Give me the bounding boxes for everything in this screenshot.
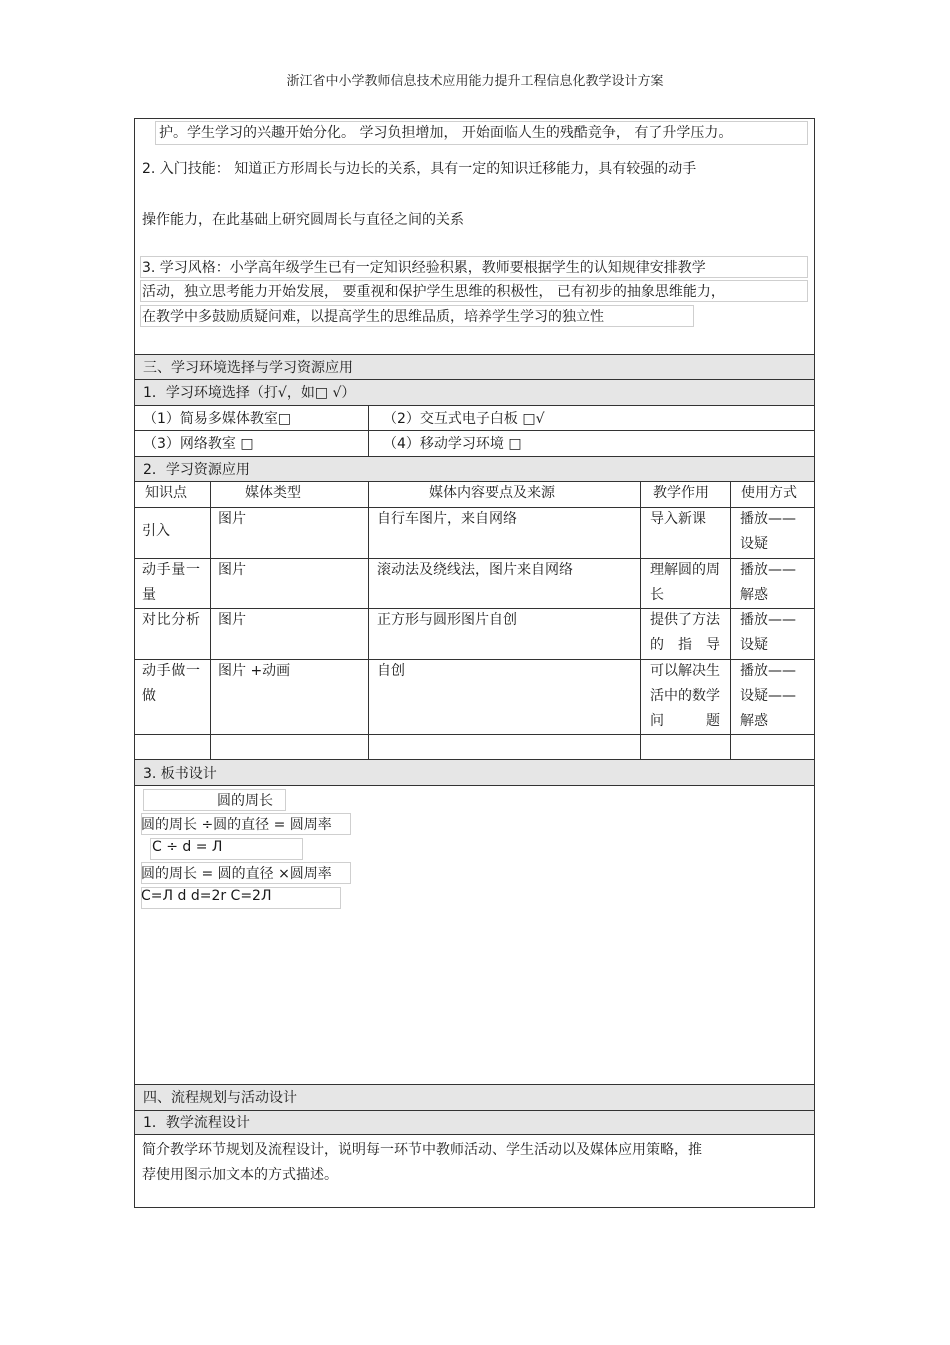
cell-media: 图片 bbox=[218, 612, 246, 628]
board-line-5: C=Л d d=2r C=2Л bbox=[141, 888, 272, 904]
board-line-1: 圆的周长 bbox=[217, 793, 273, 809]
cell-point: 对比分析 bbox=[142, 612, 200, 628]
resource-title: 2．学习资源应用 bbox=[143, 462, 250, 478]
divider bbox=[640, 481, 641, 759]
cell-point: 动手做一做 bbox=[142, 663, 200, 704]
cell-usage: 播放——设疑 bbox=[740, 511, 796, 552]
cell-usage: 播放——设疑——解惑 bbox=[740, 663, 796, 729]
board-line-4: 圆的周长 = 圆的直径 ×圆周率 bbox=[141, 866, 332, 882]
cell-media: 图片 bbox=[218, 562, 246, 578]
learning-style-text: 3. 学习风格：小学高年级学生已有一定知识经验积累，教师要根据学生的认知规律安排教学 bbox=[142, 260, 706, 276]
section-band bbox=[135, 760, 814, 785]
cell-role: 提供了方法的指导 bbox=[650, 612, 720, 653]
divider bbox=[135, 1110, 814, 1111]
cell-point: 动手量一量 bbox=[142, 562, 200, 603]
board-line-3: C ÷ d = Л bbox=[152, 839, 223, 855]
learning-style-text-2: 活动，独立思考能力开始发展， 要重视和保护学生思维的积极性， 已有初步的抽象思维能力， bbox=[142, 284, 725, 300]
cell-content: 滚动法及绕线法，图片来自网络 bbox=[377, 562, 573, 578]
section-4-title: 四、流程规划与活动设计 bbox=[143, 1090, 297, 1106]
board-line-2: 圆的周长 ÷圆的直径 = 圆周率 bbox=[141, 817, 332, 833]
environment-title: 1．学习环境选择（打√，如□ √） bbox=[143, 385, 356, 401]
cell-content: 自行车图片，来自网络 bbox=[377, 511, 517, 527]
env-option-4: （4）移动学习环境 □ bbox=[383, 436, 522, 452]
col-header-content: 媒体内容要点及来源 bbox=[429, 485, 555, 501]
divider bbox=[135, 405, 814, 406]
cell-role: 导入新课 bbox=[650, 511, 706, 527]
flow-desc-line-1: 简介教学环节规划及流程设计，说明每一环节中教师活动、学生活动以及媒体应用策略，推 bbox=[142, 1142, 702, 1158]
entry-skill-text: 2. 入门技能： 知道正方形周长与边长的关系，具有一定的知识迁移能力，具有较强的动手 bbox=[142, 161, 697, 177]
divider bbox=[135, 1084, 814, 1085]
col-header-usage: 使用方式 bbox=[741, 485, 797, 501]
entry-skill-text-cont: 操作能力，在此基础上研究圆周长与直径之间的关系 bbox=[142, 212, 464, 228]
cell-role: 理解圆的周长 bbox=[650, 562, 720, 603]
cell-role: 可以解决生活中的数学问题 bbox=[650, 663, 720, 729]
divider bbox=[135, 785, 814, 786]
divider bbox=[135, 379, 814, 380]
divider bbox=[210, 481, 211, 759]
cell-usage: 播放——设疑 bbox=[740, 612, 796, 653]
cell-media: 图片 bbox=[218, 511, 246, 527]
col-header-point: 知识点 bbox=[145, 485, 187, 501]
env-option-1: （1）简易多媒体教室□ bbox=[143, 411, 292, 427]
divider bbox=[135, 734, 814, 735]
learner-interest-text: 护。学生学习的兴趣开始分化。 学习负担增加， 开始面临人生的残酷竞争， 有了升学压力。 bbox=[159, 125, 733, 141]
env-option-3: （3）网络教室 □ bbox=[143, 436, 254, 452]
cell-media: 图片 +动画 bbox=[218, 663, 291, 679]
col-header-role: 教学作用 bbox=[653, 485, 709, 501]
cell-content: 正方形与圆形图片自创 bbox=[377, 612, 517, 628]
divider bbox=[135, 1134, 814, 1135]
flow-desc-line-2: 荐使用图示加文本的方式描述。 bbox=[142, 1167, 338, 1183]
section-3-title: 三、学习环境选择与学习资源应用 bbox=[143, 360, 353, 376]
divider bbox=[135, 456, 814, 457]
divider bbox=[368, 405, 369, 456]
board-title: 3. 板书设计 bbox=[143, 766, 217, 782]
cell-point: 引入 bbox=[142, 523, 170, 539]
cell-usage: 播放——解惑 bbox=[740, 562, 796, 603]
divider bbox=[730, 481, 731, 759]
design-table bbox=[134, 118, 815, 1208]
cell-content: 自创 bbox=[377, 663, 405, 679]
divider bbox=[135, 430, 814, 431]
page-header: 浙江省中小学教师信息技术应用能力提升工程信息化教学设计方案 bbox=[286, 74, 664, 89]
divider bbox=[135, 354, 814, 355]
env-option-2: （2）交互式电子白板 □√ bbox=[383, 411, 545, 427]
col-header-media: 媒体类型 bbox=[245, 485, 301, 501]
flow-title: 1．教学流程设计 bbox=[143, 1115, 250, 1131]
learning-style-text-3: 在教学中多鼓励质疑问难，以提高学生的思维品质，培养学生学习的独立性 bbox=[142, 309, 604, 325]
divider bbox=[368, 481, 369, 759]
